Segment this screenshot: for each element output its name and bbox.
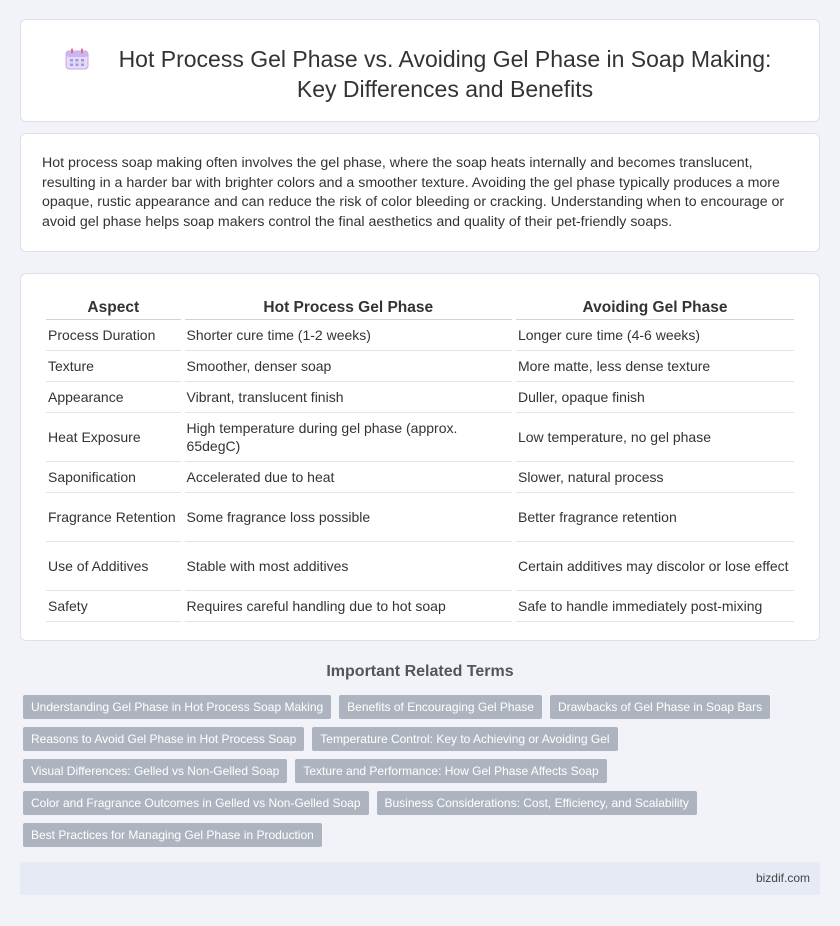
table-cell: Some fragrance loss possible: [185, 493, 512, 542]
table-row: [46, 462, 794, 493]
table-cell: High temperature during gel phase (approx. 65degC): [185, 413, 512, 462]
table-row: [46, 413, 794, 462]
table-cell: Smoother, denser soap: [185, 351, 512, 382]
header-card: [20, 19, 820, 122]
table-row: [46, 542, 794, 591]
table-cell: Certain additives may discolor or lose effect: [516, 542, 794, 591]
related-term-link[interactable]: Texture and Performance: How Gel Phase Affects Soap: [295, 759, 606, 783]
table-row: [46, 382, 794, 413]
table-cell: Longer cure time (4-6 weeks): [516, 320, 794, 351]
table-cell: Duller, opaque finish: [516, 382, 794, 413]
table-row: [46, 320, 794, 351]
related-term-link[interactable]: Visual Differences: Gelled vs Non-Gelled Soap: [23, 759, 287, 783]
column-header-aspect: Aspect: [46, 296, 181, 320]
related-term-link[interactable]: Drawbacks of Gel Phase in Soap Bars: [550, 695, 770, 719]
table-cell: Vibrant, translucent finish: [185, 382, 512, 413]
table-cell: Requires careful handling due to hot soap: [185, 591, 512, 622]
intro-card: [20, 133, 820, 252]
related-term-link[interactable]: Reasons to Avoid Gel Phase in Hot Process Soap: [23, 727, 304, 751]
intro-paragraph: Hot process soap making often involves the gel phase, where the soap heats internally and becomes translucent, resulting in a harder bar with brighter colors and a smoother texture. Avoiding the gel phase typically produces a more opaque, rustic appearance and can reduce the risk of color bleeding or cracking. Understanding when to encourage or avoid gel phase helps soap makers control the final aesthetics and quality of their pet-friendly soaps.: [42, 155, 785, 230]
footer-bar: [20, 862, 820, 895]
footer-brand[interactable]: bizdif.com: [755, 871, 810, 885]
related-terms-heading: Important Related Terms: [326, 663, 514, 680]
table-cell: Safety: [46, 591, 181, 622]
related-term-link[interactable]: Understanding Gel Phase in Hot Process Soap Making: [23, 695, 331, 719]
table-cell: Shorter cure time (1-2 weeks): [185, 320, 512, 351]
table-cell: Saponification: [46, 462, 181, 493]
table-cell: Accelerated due to heat: [185, 462, 512, 493]
table-cell: Process Duration: [46, 320, 181, 351]
table-row: [46, 493, 794, 542]
table-cell: Slower, natural process: [516, 462, 794, 493]
table-cell: Texture: [46, 351, 181, 382]
table-row: [46, 591, 794, 622]
calendar-icon: [65, 48, 89, 70]
table-cell: More matte, less dense texture: [516, 351, 794, 382]
table-cell: Appearance: [46, 382, 181, 413]
comparison-table: [42, 296, 798, 622]
related-term-link[interactable]: Business Considerations: Cost, Efficiency, and Scalability: [377, 791, 697, 815]
related-terms-list: [23, 695, 823, 847]
table-cell: Heat Exposure: [46, 413, 181, 462]
title-wrap: [81, 44, 779, 104]
table-cell: Stable with most additives: [185, 542, 512, 591]
table-cell: Better fragrance retention: [516, 493, 794, 542]
column-header-gel-phase: Hot Process Gel Phase: [185, 296, 512, 320]
related-term-link[interactable]: Temperature Control: Key to Achieving or Avoiding Gel: [312, 727, 617, 751]
table-row: [46, 351, 794, 382]
comparison-card: [20, 273, 820, 641]
table-cell: Use of Additives: [46, 542, 181, 591]
table-cell: Fragrance Retention: [46, 493, 181, 542]
table-cell: Low temperature, no gel phase: [516, 413, 794, 462]
related-term-link[interactable]: Best Practices for Managing Gel Phase in Production: [23, 823, 322, 847]
table-header-row: [46, 296, 794, 320]
column-header-avoiding-gel: Avoiding Gel Phase: [516, 296, 794, 320]
related-term-link[interactable]: Benefits of Encouraging Gel Phase: [339, 695, 542, 719]
related-term-link[interactable]: Color and Fragrance Outcomes in Gelled vs Non-Gelled Soap: [23, 791, 369, 815]
table-cell: Safe to handle immediately post-mixing: [516, 591, 794, 622]
page-title: Hot Process Gel Phase vs. Avoiding Gel Phase in Soap Making: Key Differences and Benefits: [118, 46, 772, 102]
